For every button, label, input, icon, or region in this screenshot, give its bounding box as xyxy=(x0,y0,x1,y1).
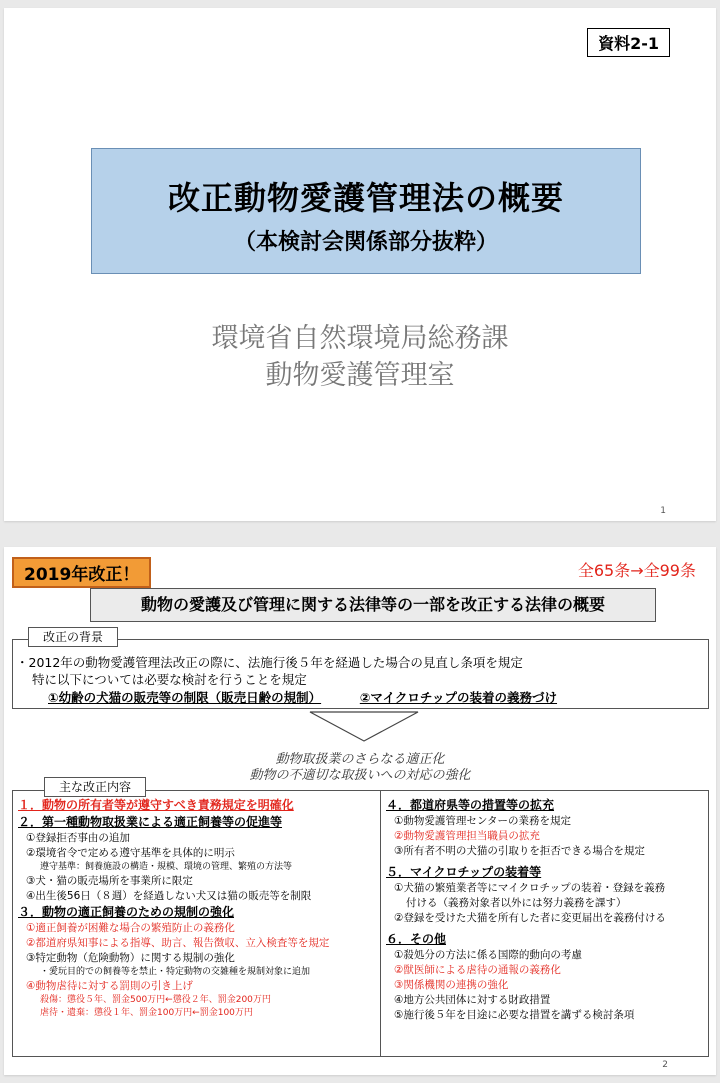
list-item: ②都道府県知事による指導、助言、報告徴収、立入検査等を規定 xyxy=(26,937,330,949)
list-item: ②登録を受けた犬猫を所有した者に変更届出を義務付ける xyxy=(394,912,666,924)
heading-1: １．動物の所有者等が遵守すべき責務規定を明確化 xyxy=(18,798,294,812)
title-main: 改正動物愛護管理法の概要 xyxy=(167,179,564,217)
left-column xyxy=(18,797,378,1020)
list-item: ②環境省令で定める遵守基準を具体的に明示 xyxy=(26,847,235,859)
organization-line-1: 環境省自然環境局総務課 xyxy=(211,323,509,354)
background-point-1: ①幼齢の犬猫の販売等の制限（販売日齢の規制） xyxy=(48,690,322,705)
list-item: ④地方公共団体に対する財政措置 xyxy=(394,994,551,1006)
background-line-1: ・2012年の動物愛護管理法改正の際に、法施行後５年を経過した場合の見直し条項を規定 xyxy=(16,655,523,670)
page-number-1: 1 xyxy=(660,506,666,516)
list-item: ③犬・猫の販売場所を事業所に限定 xyxy=(26,875,193,887)
background-points xyxy=(48,688,557,706)
background-point-2: ②マイクロチップの装着の義務づけ xyxy=(359,690,558,705)
list-subitem: ・愛玩目的での飼養等を禁止・特定動物の交雑種を規制対象に追加 xyxy=(40,967,311,977)
organization-line-2: 動物愛護管理室 xyxy=(265,360,455,391)
list-item: ①動物愛護管理センターの業務を規定 xyxy=(394,815,571,827)
right-column xyxy=(386,797,706,1023)
year-badge: 2019年改正！ xyxy=(12,557,151,588)
heading-5: ５．マイクロチップの装着等 xyxy=(386,865,542,879)
list-item: ②動物愛護管理担当職員の拡充 xyxy=(394,830,540,842)
down-arrow-icon xyxy=(304,710,424,744)
content-label: 主な改正内容 xyxy=(44,777,146,797)
law-title: 動物の愛護及び管理に関する法律等の一部を改正する法律の概要 xyxy=(90,588,656,622)
list-item: ③所有者不明の犬猫の引取りを拒否できる場合を規定 xyxy=(394,845,645,857)
list-item: ④動物虐待に対する罰則の引き上げ xyxy=(26,980,193,992)
result-line-2: 動物の不適切な取扱いへの対応の強化 xyxy=(249,768,471,783)
title-sub: （本検討会関係部分抜粋） xyxy=(233,230,498,255)
column-divider xyxy=(380,790,381,1057)
list-subitem: 虐待・遺棄：懲役１年、罰金100万円←罰金100万円 xyxy=(40,1008,253,1018)
list-item: ①犬猫の繁殖業者等にマイクロチップの装着・登録を義務 xyxy=(394,882,666,894)
heading-4: ４．都道府県等の措置等の拡充 xyxy=(386,798,555,812)
list-item: ③特定動物（危険動物）に関する規制の強化 xyxy=(26,952,235,964)
slide-1 xyxy=(4,8,716,521)
heading-6: ６．その他 xyxy=(386,932,447,946)
background-label: 改正の背景 xyxy=(28,627,118,647)
heading-3: ３．動物の適正飼養のための規制の強化 xyxy=(18,905,235,919)
list-item-continued: 付ける（義務対象者以外には努力義務を課す） xyxy=(406,897,627,909)
article-count: 全65条→全99条 xyxy=(577,561,696,580)
list-item: ②獣医師による虐待の通報の義務化 xyxy=(394,964,561,976)
list-item: ①登録拒否事由の追加 xyxy=(26,832,130,844)
page-number-2: 2 xyxy=(662,1060,668,1070)
result-line-1: 動物取扱業のさらなる適正化 xyxy=(275,752,445,767)
heading-2: ２．第一種動物取扱業による適正飼養等の促進等 xyxy=(18,815,283,829)
list-item: ①適正飼養が困難な場合の繁殖防止の義務化 xyxy=(26,922,235,934)
list-subitem: 遵守基準：飼養施設の構造・規模、環境の管理、繁殖の方法等 xyxy=(40,862,293,872)
slide-2 xyxy=(4,547,716,1075)
title-box xyxy=(91,148,641,274)
list-item: ⑤施行後５年を目途に必要な措置を講ずる検討条項 xyxy=(394,1009,635,1021)
document-label: 資料2-1 xyxy=(587,28,670,57)
list-item: ①殺処分の方法に係る国際的動向の考慮 xyxy=(394,949,582,961)
list-item: ③関係機関の連携の強化 xyxy=(394,979,509,991)
background-line-2: 特に以下については必要な検討を行うことを規定 xyxy=(32,672,307,687)
list-subitem: 殺傷：懲役５年、罰金500万円←懲役２年、罰金200万円 xyxy=(40,995,271,1005)
list-item: ④出生後56日（８週）を経過しない犬又は猫の販売等を制限 xyxy=(26,890,312,902)
